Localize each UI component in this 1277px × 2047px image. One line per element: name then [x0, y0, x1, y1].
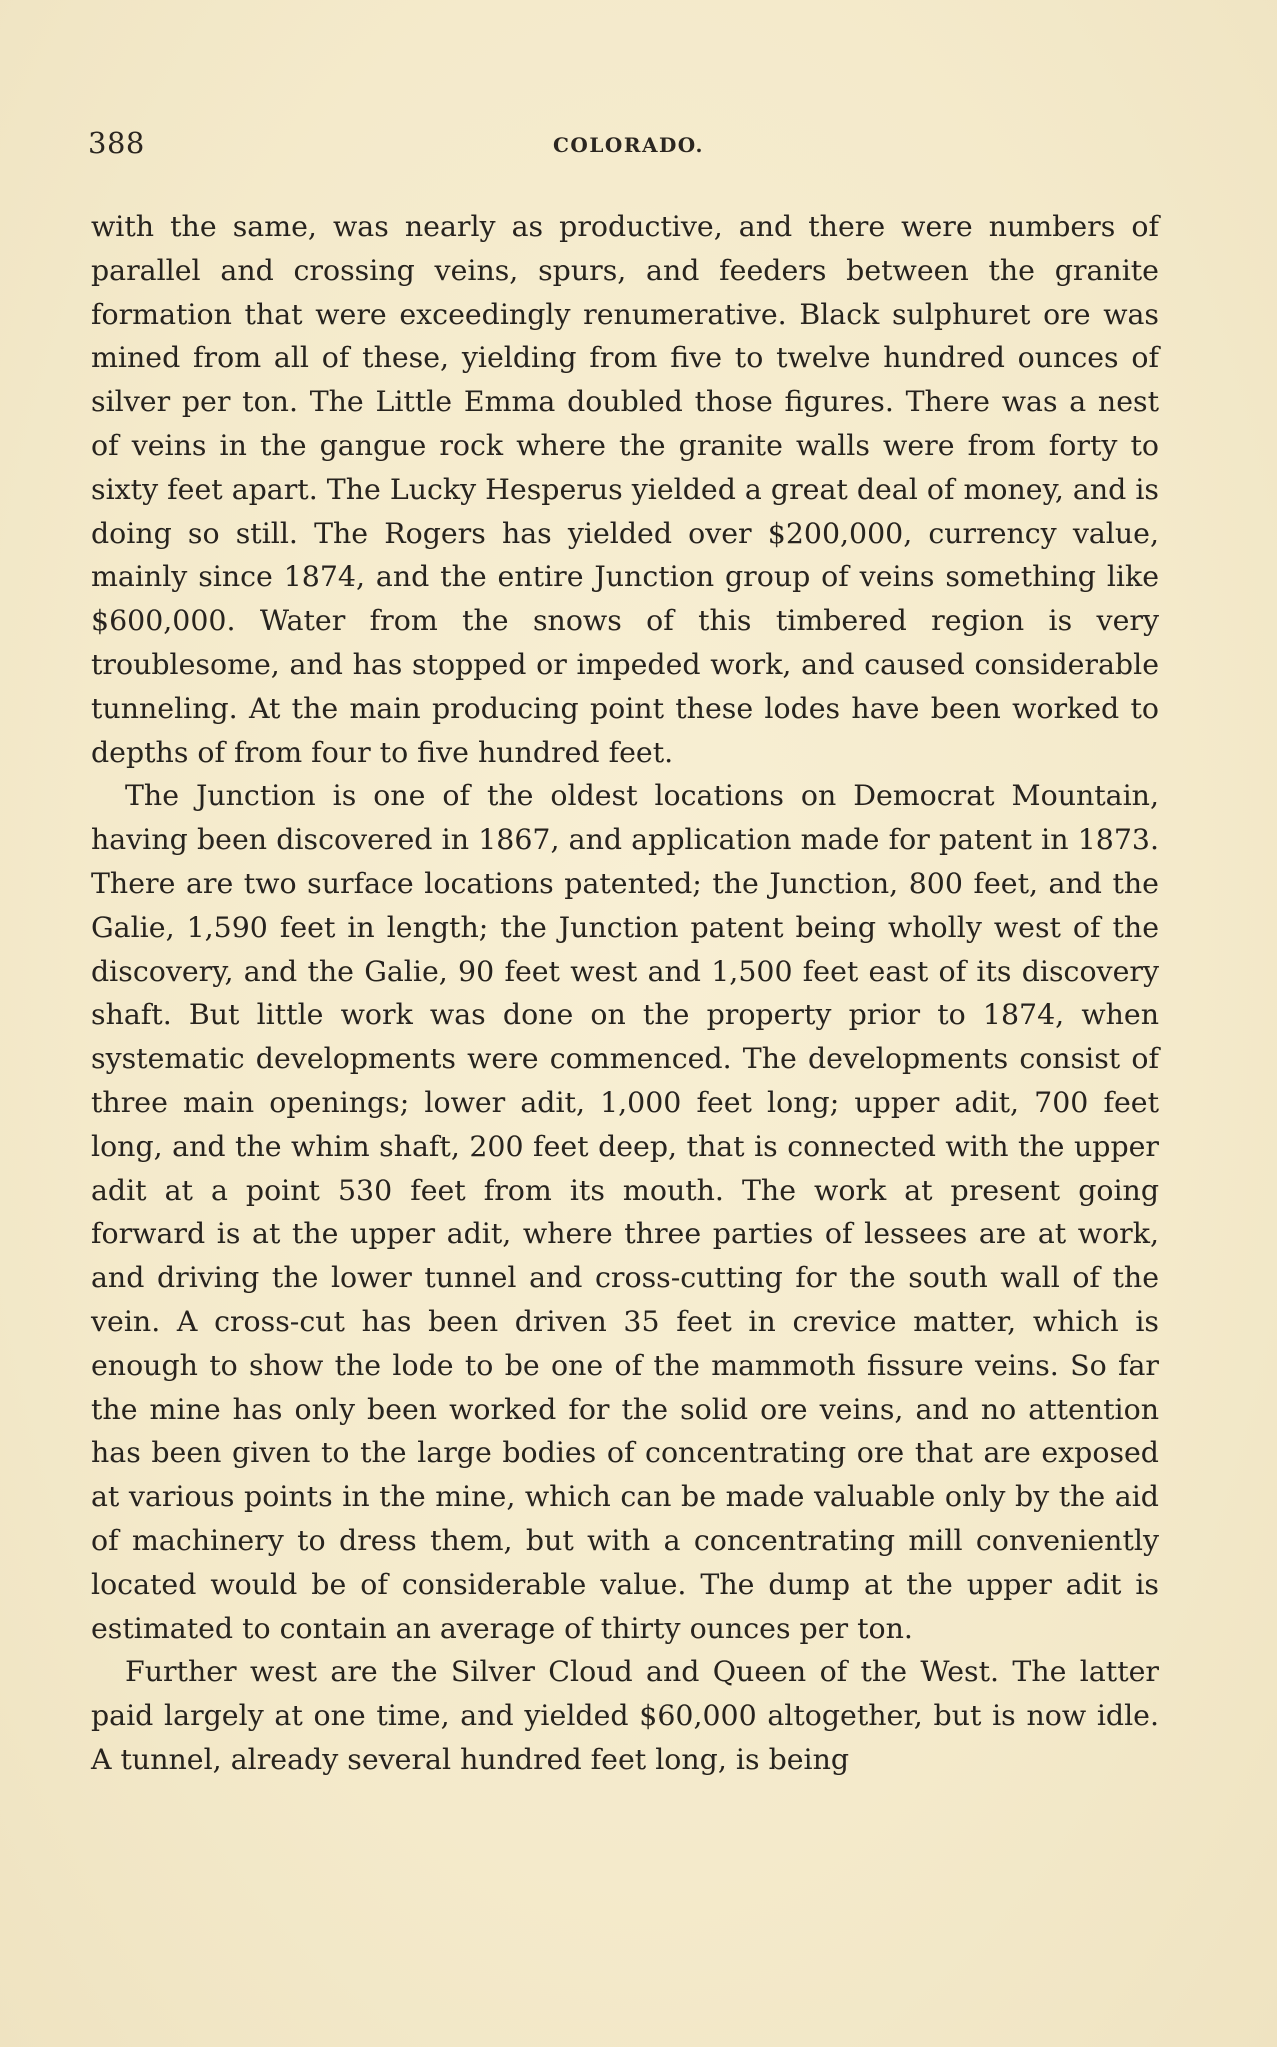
running-head: COLORADO. — [553, 133, 705, 157]
body-text — [91, 205, 1159, 1782]
paragraph-silver-cloud: Further west are the Silver Cloud and Queen of the West. The latter paid largely at one time, and yielded $60,000 altogether, but is now idle. A tunnel, already several hundred feet long, is being — [91, 1655, 1159, 1776]
paragraph-continuation: with the same, was nearly as productive, and there were numbers of parallel and crossing veins, spurs, and feeders between the granite formation that were exceedingly renumerative. Black sulphuret ore was mined from all of these, yielding from five to twelve hundred ounces of silver per ton. The Little Emma doubled those figures. There was a nest of veins in the gangue rock where the granite walls were from forty to sixty feet apart. The Lucky Hesperus yielded a great deal of money, and is doing so still. The Rogers has yielded over $200,000, currency value, mainly since 1874, and the entire Junction group of veins something like $600,000. Water from the snows of this timbered region is very troublesome, and has stopped or impeded work, and caused considerable tunneling. At the main producing point these lodes have been worked to depths of from four to five hundred feet. — [91, 210, 1159, 769]
page-header — [88, 126, 1168, 166]
page-number: 388 — [88, 126, 145, 160]
paragraph-junction: The Junction is one of the oldest locations on Democrat Mountain, having been discovered in 1867, and application made for patent in 1873. There are two surface locations patented; the Junction, 800 feet, and the Galie, 1,590 feet in length; the Junction patent being wholly west of the discovery, and the Galie, 90 feet west and 1,500 feet east of its discovery shaft. But little work was done on the property prior to 1874, when systematic developments were commenced. The developments consist of three main openings; lower adit, 1,000 feet long; upper adit, 700 feet long, and the whim shaft, 200 feet deep, that is connected with the upper adit at a point 530 feet from its mouth. The work at present going forward is at the upper adit, where three parties of lessees are at work, and driving the lower tunnel and cross-cutting for the south wall of the vein. A cross-cut has been driven 35 feet in crevice matter, which is enough to show the lode to be one of the mammoth fissure veins. So far the mine has only been worked for the solid ore veins, and no attention has been given to the large bodies of concentrating ore that are exposed at various points in the mine, which can be made valuable only by the aid of machinery to dress them, but with a concentrating mill conveniently located would be of considerable value. The dump at the upper adit is estimated to contain an average of thirty ounces per ton. — [91, 779, 1159, 1645]
